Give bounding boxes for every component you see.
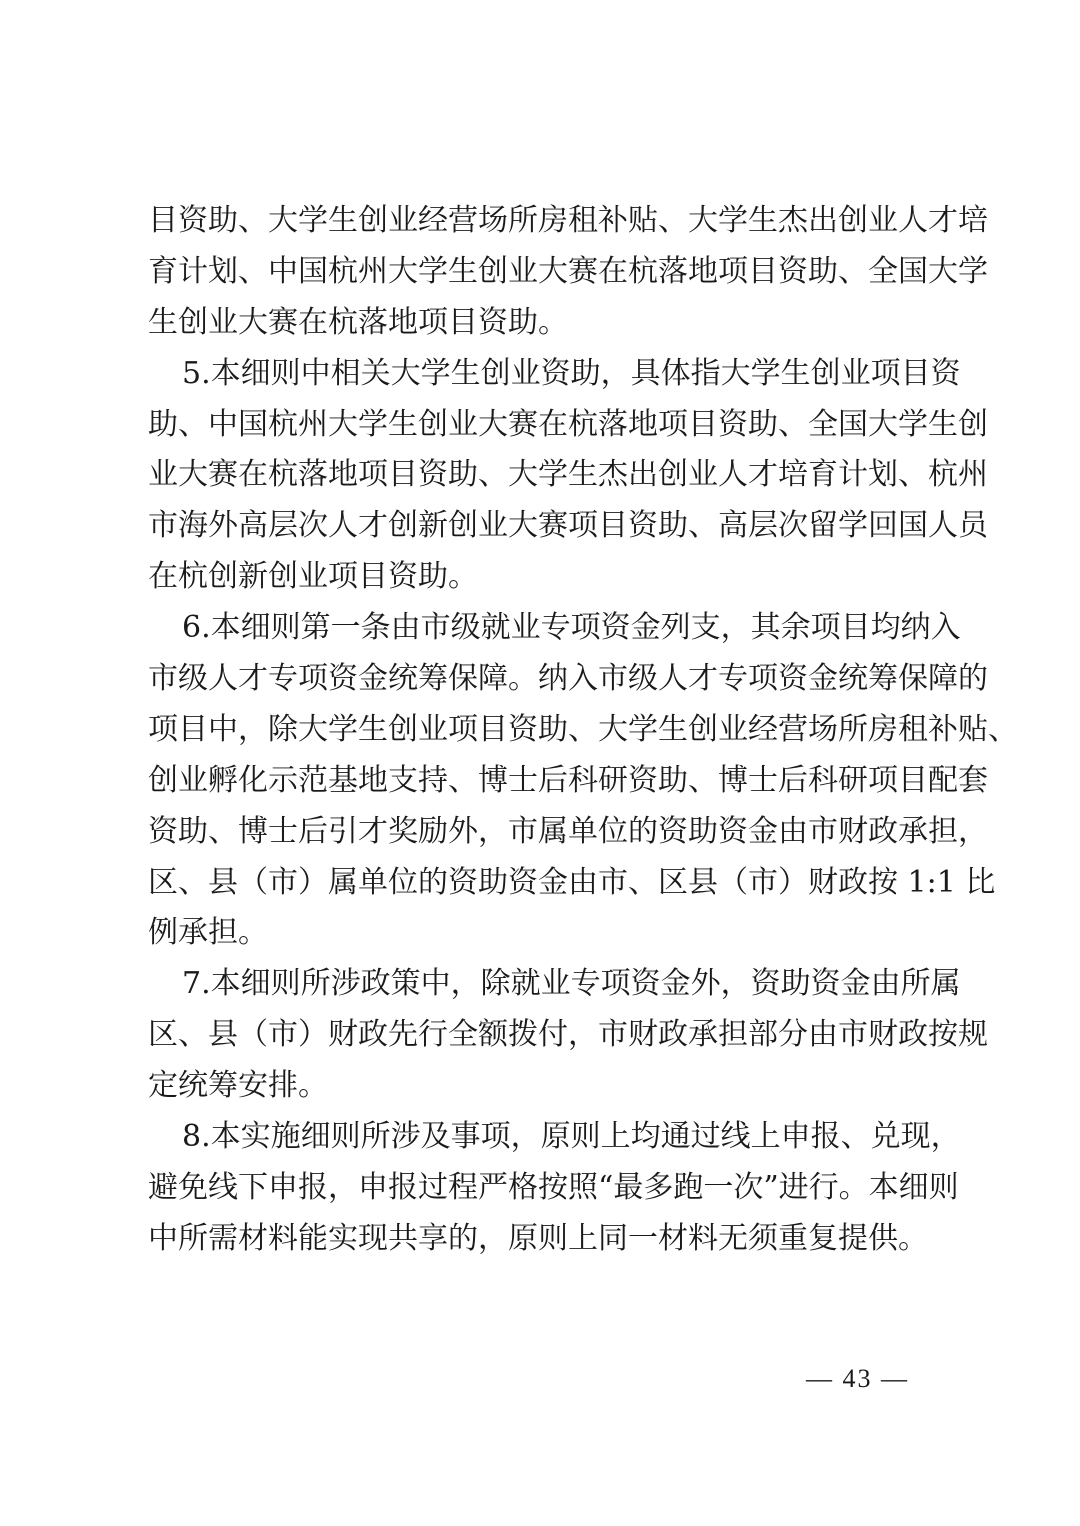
text-line: 避免线下申报，申报过程严格按照“最多跑一次”进行。本细则 (148, 1169, 959, 1205)
text-line: 8.本实施细则所涉及事项，原则上均通过线上申报、兑现， (182, 1119, 961, 1155)
text-line: 业大赛在杭落地项目资助、大学生杰出创业人才培育计划、杭州 (148, 457, 988, 493)
paragraph-continued (148, 196, 988, 349)
text-line: 育计划、中国杭州大学生创业大赛在杭落地项目资助、全国大学 (148, 253, 988, 289)
text-line: 市级人才专项资金统筹保障。纳入市级人才专项资金统筹保障的 (148, 661, 988, 697)
text-line: 在杭创新创业项目资助。 (148, 559, 478, 595)
text-line: 目资助、大学生创业经营场所房租补贴、大学生杰出创业人才培 (148, 203, 988, 238)
paragraph-item-7 (148, 959, 988, 1112)
text-line: 助、中国杭州大学生创业大赛在杭落地项目资助、全国大学生创 (148, 406, 988, 442)
text-line: 区、县（市）财政先行全额拨付，市财政承担部分由市财政按规 (148, 1017, 988, 1053)
text-line: 项目中，除大学生创业项目资助、大学生创业经营场所房租补贴、 (148, 711, 1018, 747)
text-line: 区、县（市）属单位的资助资金由市、区县（市）财政按 1:1 比 (148, 864, 996, 900)
text-line: 定统筹安排。 (148, 1068, 328, 1104)
text-line: 创业孵化示范基地支持、博士后科研资助、博士后科研项目配套 (148, 762, 988, 798)
text-line: 6.本细则第一条由市级就业专项资金列支，其余项目均纳入 (182, 610, 961, 646)
paragraph-item-5 (148, 349, 988, 603)
page-number: — 43 — (806, 1364, 909, 1393)
text-line: 7.本细则所涉政策中，除就业专项资金外，资助资金由所属 (182, 966, 961, 1002)
text-line: 市海外高层次人才创新创业大赛项目资助、高层次留学回国人员 (148, 508, 988, 544)
text-line: 生创业大赛在杭落地项目资助。 (148, 304, 568, 340)
text-line: 5.本细则中相关大学生创业资助，具体指大学生创业项目资 (182, 355, 961, 391)
text-line: 中所需材料能实现共享的，原则上同一材料无须重复提供。 (148, 1220, 928, 1256)
document-body (148, 196, 1018, 1265)
paragraph-item-8 (148, 1112, 961, 1265)
text-line: 例承担。 (148, 915, 268, 951)
paragraph-item-6 (148, 603, 1018, 959)
text-line: 资助、博士后引才奖励外，市属单位的资助资金由市财政承担， (148, 813, 988, 849)
